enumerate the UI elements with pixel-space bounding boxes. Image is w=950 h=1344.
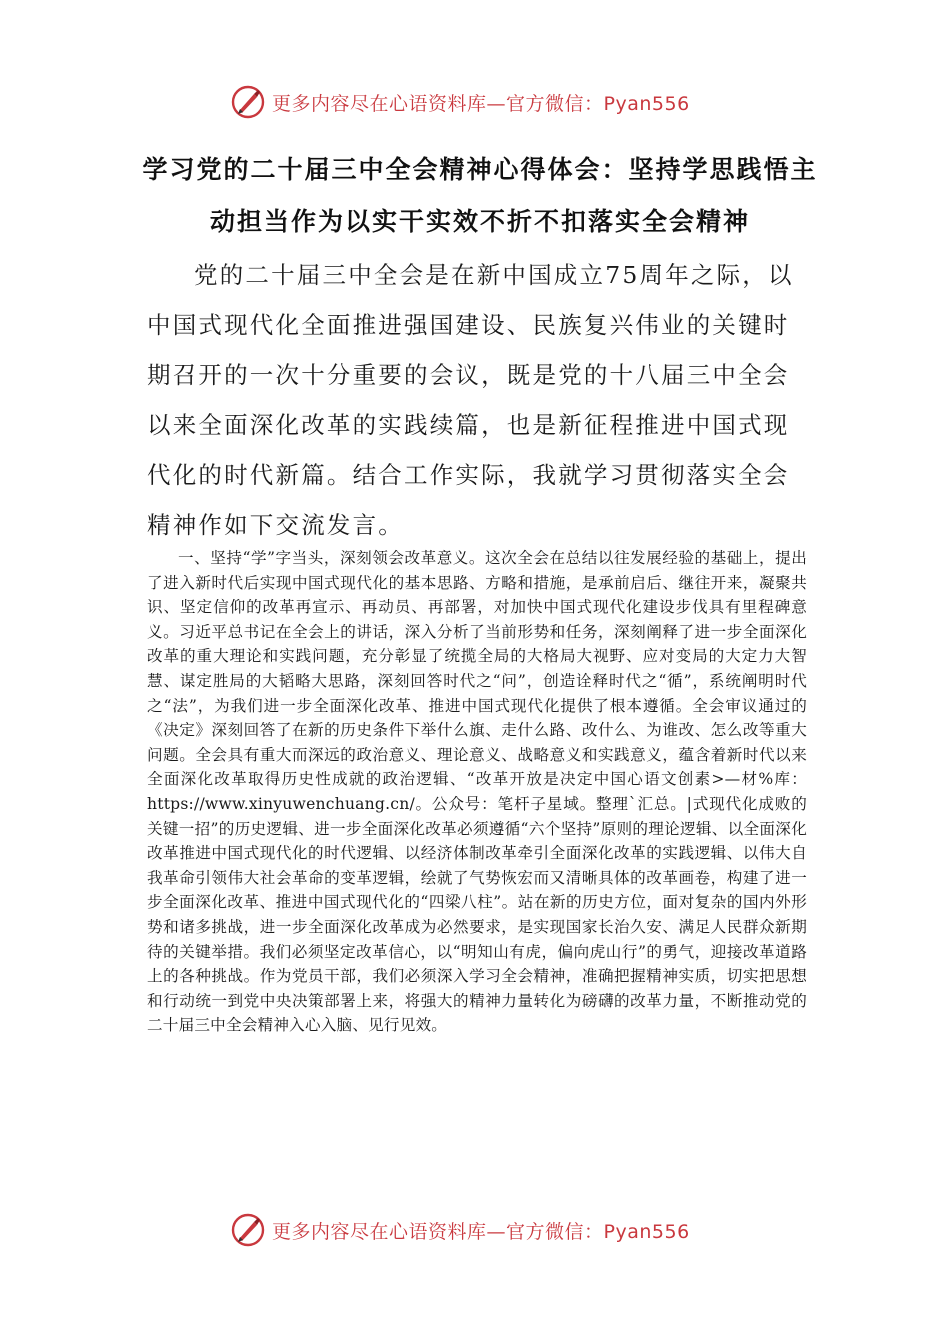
- intro-paragraph: 党的二十届三中全会是在新中国成立75周年之际，以中国式现代化全面推进强国建设、民族复兴伟业的关键时期召开的一次十分重要的会议，既是党的十八届三中全会以来全面深化改革的实践续篇，也是新征程推进中国式现代化的时代新篇。结合工作实际，我就学习贯彻落实全会精神作如下交流发言。: [147, 261, 794, 539]
- title-line-2: 动担当作为以实干实效不折不扣落实全会精神: [209, 207, 750, 236]
- banner-wechat-id: Pyan556: [603, 92, 690, 115]
- logo-icon: [230, 84, 266, 120]
- title-line-1: 学习党的二十届三中全会精神心得体会：坚持学思践悟主: [142, 155, 818, 184]
- logo-icon: [230, 1212, 266, 1248]
- banner-text: 更多内容尽在心语资料库—官方微信：: [272, 1220, 604, 1243]
- footer-banner: [230, 1210, 750, 1250]
- header-banner: [230, 82, 750, 122]
- banner-text: 更多内容尽在心语资料库—官方微信：: [272, 92, 604, 115]
- body-paragraph: 一、坚持“学”字当头，深刻领会改革意义。这次全会在总结以往发展经验的基础上，提出了进入新时代后实现中国式现代化的基本思路、方略和措施，是承前启后、继往开来，凝聚共识、坚定信仰的改革再宣示、再动员、再部署，对加快中国式现代化建设步伐具有里程碑意义。习近平总书记在全会上的讲话，深入分析了当前形势和任务，深刻阐释了进一步全面深化改革的重大理论和实践问题，充分彰显了统揽全局的大格局大视野、应对变局的大定力大智慧、谋定胜局的大韬略大思路，深刻回答时代之“问”，创造诠释时代之“循”，系统阐明时代之“法”，为我们进一步全面深化改革、推进中国式现代化提供了根本遵循。全会审议通过的《决定》深刻回答了在新的历史条件下举什么旗、走什么路、改什么、为谁改、怎么改等重大问题。全会具有重大而深远的政治意义、理论意义、战略意义和实践意义，蕴含着新时代以来全面深化改革取得历史性成就的政治逻辑、“改革开放是决定中国心语文创素>—材%库：https://www.xinyuwenchuang.cn/。公众号：笔杆子星域。整理`汇总。|式现代化成败的关键一招”的历史逻辑、进一步全面深化改革必须遵循“六个坚持”原则的理论逻辑、以全面深化改革推进中国式现代化的时代逻辑、以经济体制改革牵引全面深化改革的实践逻辑、以伟大自我革命引领伟大社会革命的变革逻辑，绘就了气势恢宏而又清晰具体的改革画卷，构建了进一步全面深化改革、推进中国式现代化的“四梁八柱”。站在新的历史方位，面对复杂的国内外形势和诸多挑战，进一步全面深化改革成为必然要求，是实现国家长治久安、满足人民群众新期待的关键举措。我们必须坚定改革信心，以“明知山有虎，偏向虎山行”的勇气，迎接改革道路上的各种挑战。作为党员干部，我们必须深入学习全会精神，准确把握精神实质，切实把思想和行动统一到党中央决策部署上来，将强大的精神力量转化为磅礴的改革力量，不断推动党的二十届三中全会精神入心入脑、见行见效。: [147, 549, 807, 1035]
- banner-wechat-id: Pyan556: [603, 1220, 690, 1243]
